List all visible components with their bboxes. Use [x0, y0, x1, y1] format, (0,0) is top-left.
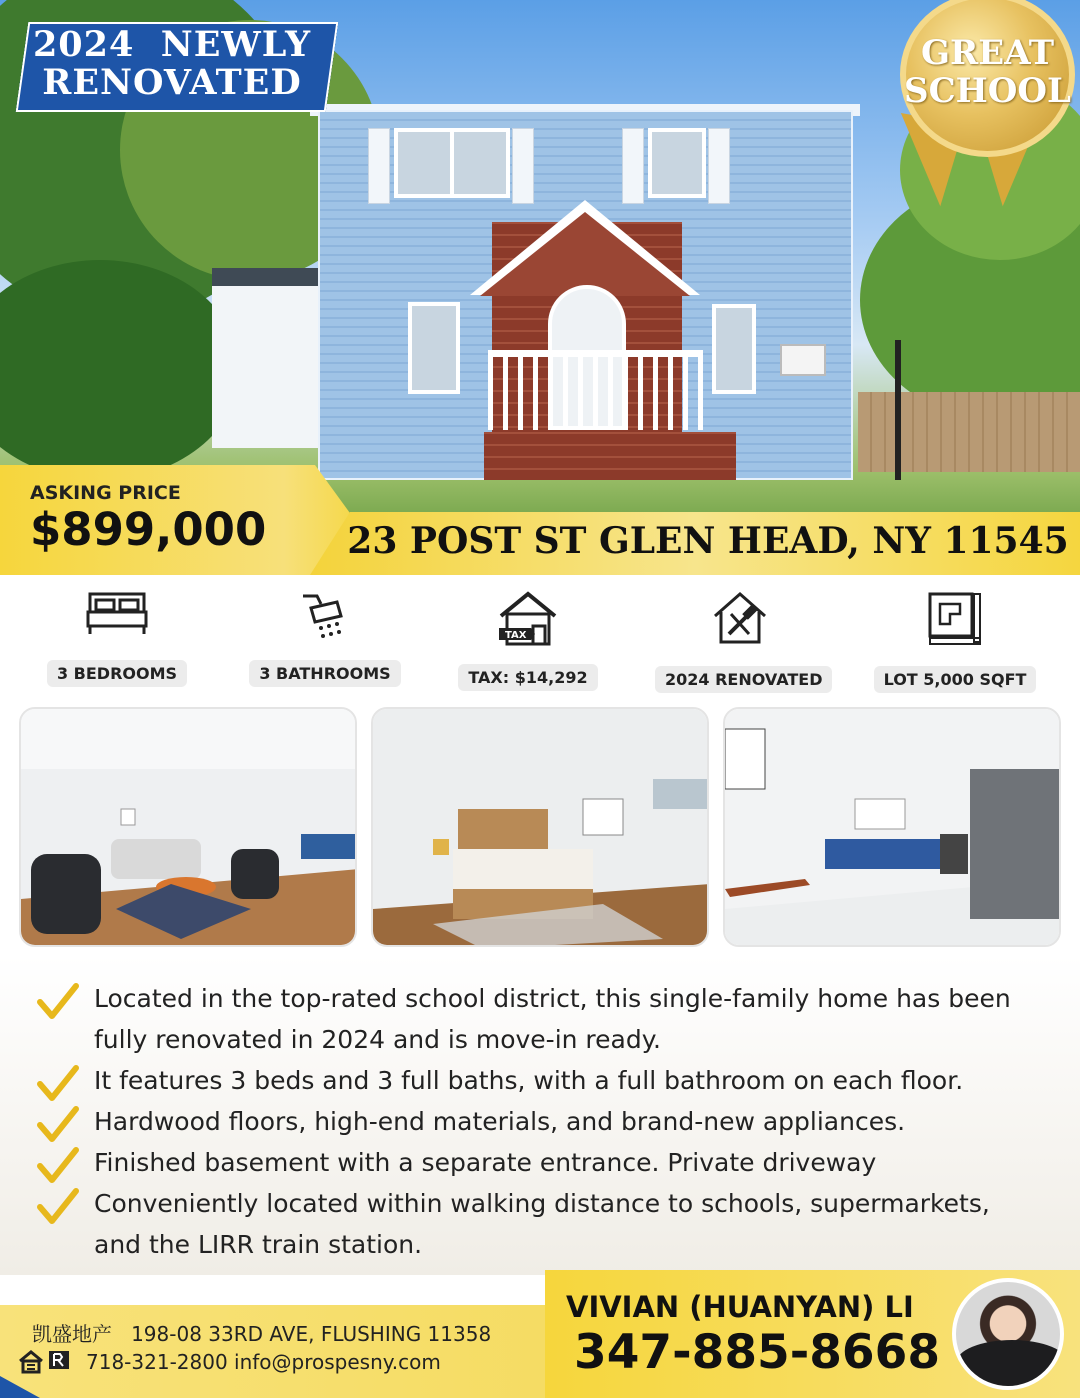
- photo-kitchen: [723, 707, 1061, 947]
- svg-text:TAX: TAX: [505, 630, 527, 641]
- brokerage-contact: 718-321-2800 info@prospesny.com: [86, 1350, 441, 1374]
- list-item: [30, 1142, 1070, 1183]
- check-icon: [36, 1105, 80, 1143]
- feature-label: 3 BATHROOMS: [249, 660, 400, 687]
- medal-text: [900, 34, 1075, 110]
- asking-price-label: ASKING PRICE: [30, 482, 181, 504]
- list-item: [30, 1101, 1070, 1142]
- bullet-text: Finished basement with a separate entrance. Private driveway: [94, 1148, 877, 1177]
- brokerage-name: 凯盛地产: [32, 1322, 112, 1346]
- check-icon: [36, 1187, 80, 1225]
- agent-name: VIVIAN (HUANYAN) LI: [566, 1290, 914, 1324]
- feature-label: 2024 RENOVATED: [655, 666, 832, 693]
- photo-bedroom: [371, 707, 709, 947]
- description-list: [30, 978, 1070, 1265]
- feature-label: LOT 5,000 SQFT: [874, 666, 1037, 693]
- feature-lot: [870, 590, 1040, 689]
- banner-line-1: 2024 NEWLY: [32, 24, 312, 65]
- bullet-text: Conveniently located within walking distance to schools, supermarkets,: [94, 1189, 990, 1218]
- brokerage-info: [32, 1318, 491, 1347]
- blueprint-icon: [926, 590, 984, 646]
- agent-avatar: [952, 1278, 1064, 1390]
- agent-phone: 347-885-8668: [574, 1325, 941, 1380]
- front-stairs: [484, 432, 736, 480]
- bullet-text: It features 3 beds and 3 full baths, with a full bathroom on each floor.: [94, 1066, 964, 1095]
- medal-line-2: SCHOOL: [904, 71, 1071, 111]
- wood-fence: [858, 392, 1080, 472]
- feature-bathrooms: [240, 590, 410, 683]
- feature-renovated: [655, 590, 825, 689]
- check-icon: [36, 982, 80, 1020]
- photo-living-room: [19, 707, 357, 947]
- house-hammer-icon: [711, 590, 769, 646]
- bullet-text: Hardwood floors, high-end materials, and brand-new appliances.: [94, 1107, 906, 1136]
- check-icon: [36, 1064, 80, 1102]
- banner-line-2: RENOVATED: [42, 62, 302, 103]
- check-icon: [36, 1146, 80, 1184]
- list-item: [30, 1060, 1070, 1101]
- porch-railing: [488, 350, 703, 430]
- list-item: [30, 978, 1070, 1060]
- bullet-text-cont: and the LIRR train station.: [94, 1230, 423, 1259]
- asking-price-value: $899,000: [30, 503, 267, 556]
- tax-house-icon: [497, 590, 559, 646]
- lamp-post: [895, 340, 901, 480]
- feature-label: 3 BEDROOMS: [47, 660, 187, 687]
- realtor-icon: [48, 1350, 70, 1374]
- feature-tax: [443, 590, 613, 687]
- bullet-text-cont: fully renovated in 2024 and is move-in ready.: [94, 1025, 661, 1054]
- shower-icon: [297, 590, 353, 642]
- property-address: 23 POST ST GLEN HEAD, NY 11545: [347, 520, 1069, 562]
- side-porch: [212, 268, 322, 448]
- equal-housing-icon: [18, 1350, 44, 1374]
- bullet-text: Located in the top-rated school district, this single-family home has been: [94, 984, 1011, 1013]
- feature-bedrooms: [32, 590, 202, 683]
- list-item: [30, 1183, 1070, 1265]
- renovated-banner-text: [22, 26, 322, 102]
- medal-line-1: GREAT: [920, 33, 1055, 73]
- brokerage-address: 198-08 33RD AVE, FLUSHING 11358: [131, 1322, 492, 1346]
- bed-icon: [86, 590, 148, 636]
- feature-label: TAX: $14,292: [458, 664, 597, 691]
